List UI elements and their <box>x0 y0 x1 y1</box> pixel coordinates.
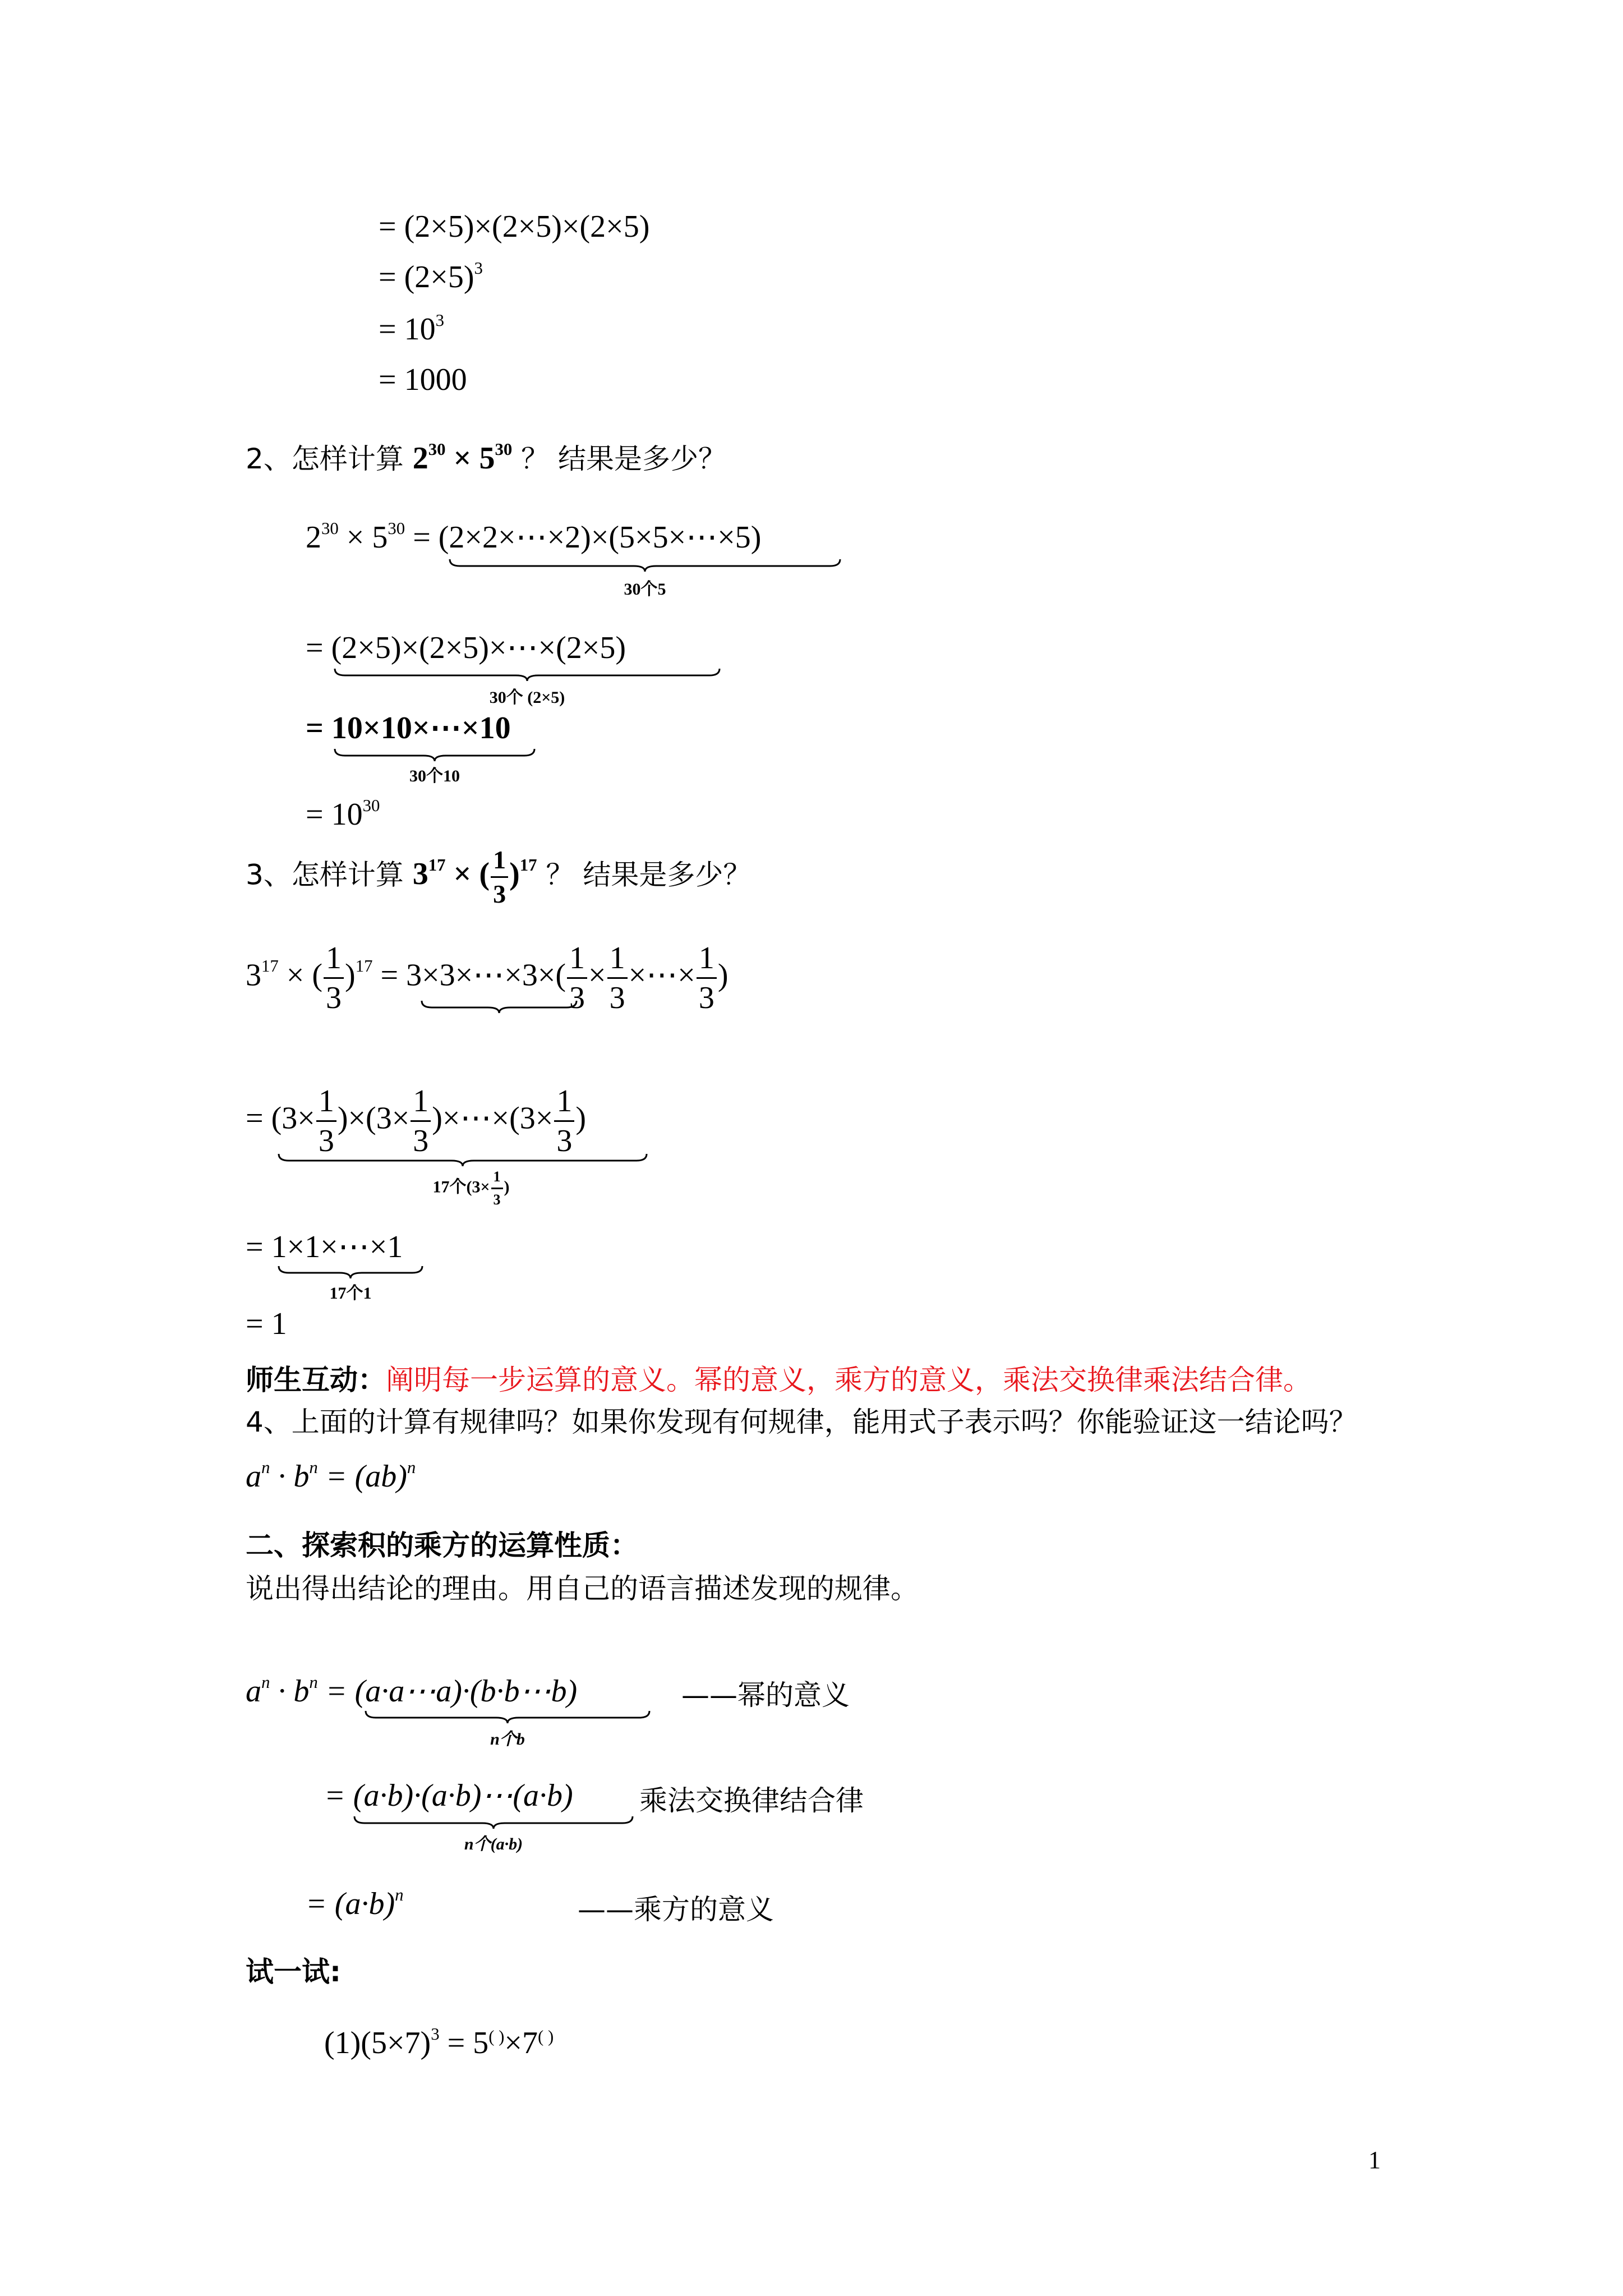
underbrace <box>365 1710 651 1724</box>
try-item1: $(1)(5\times 7)^3 = 5^{( )}\times 7^{( )}$ <box>324 2024 554 2060</box>
section2-intro: 说出得出结论的理由。用自己的语言描述发现的规律。 <box>246 1572 919 1605</box>
underbrace <box>334 748 536 762</box>
try-heading: 试一试: <box>246 1955 341 1988</box>
page-number: 1 <box>1368 2146 1381 2174</box>
section2-heading: 二、探索积的乘方的运算性质： <box>246 1529 638 1562</box>
section2-note1: ——幂的意义 <box>681 1679 850 1711</box>
underbrace <box>278 1265 423 1280</box>
section2-note3: ——乘方的意义 <box>578 1893 774 1926</box>
brace-label: 30个 (2×5) <box>489 688 565 707</box>
brace-label: 30个5 <box>624 580 666 599</box>
brace-label: 17个(3× $\frac{1}{3}$ ) <box>432 1168 510 1208</box>
eq1-line4: = 1000 <box>379 362 467 397</box>
q3-solution-line4: = 1 <box>246 1306 287 1341</box>
q4-formula: $a^n \cdot b^n = (ab)^n$ <box>246 1457 416 1494</box>
q3-solution-line3: = 1×1×⋯×1 <box>246 1230 403 1264</box>
q2-question: 2、怎样计算 $2^{30} \times 5^{30}$ ？ 结果是多少？ <box>246 439 727 476</box>
q2-solution-line4: = $10^{30}$ <box>306 795 380 832</box>
brace-label: 17个1 <box>329 1284 372 1303</box>
brace-label: n个(a·b) <box>464 1835 523 1853</box>
underbrace <box>353 1815 634 1830</box>
section2-line3: = $(a\cdot b)^n$ <box>306 1885 404 1921</box>
q2-solution-line2: = (2×5)×(2×5)×⋯×(2×5) <box>306 631 626 665</box>
section2-note2: 乘法交换律结合律 <box>639 1784 864 1817</box>
q2-solution-line1: $2^{30} \times 5^{30}$ = (2×2×⋯×2)×(5×5×⋯×5) <box>306 518 762 555</box>
q3-solution-line2: = (3× $\frac{1}{3}$ )×(3× $\frac{1}{3}$ )×⋯×(3× $\frac{1}{3}$ ) <box>246 1084 586 1158</box>
section2-line1: $a^n \cdot b^n$ = (a·a⋯a)·(b·b⋯b) <box>246 1672 578 1709</box>
underbrace <box>278 1153 648 1167</box>
q3-solution-line1: $3^{17}$ × ( $\frac{1}{3}$ )$^{17}$ = 3×3×⋯×3×( $\frac{1}{3}$ × $\frac{1}{3}$ ×⋯× $\frac{1}{3}$ ) <box>246 941 728 1015</box>
underbrace <box>334 668 721 682</box>
section2-line2: = (a·b)·(a·b)⋯(a·b) <box>324 1778 573 1813</box>
underbrace <box>449 558 841 573</box>
brace-label: n个b <box>490 1730 525 1749</box>
q2-solution-line3: = 10×10×⋯×10 <box>306 711 511 746</box>
interaction-line: 师生互动：阐明每一步运算的意义。幂的意义，乘方的意义，乘法交换律乘法结合律。 <box>246 1364 1311 1396</box>
brace-label: 30个10 <box>409 767 460 785</box>
eq1-line1: = (2×5)×(2×5)×(2×5) <box>379 209 650 244</box>
eq1-line2: = $(2\times 5)^3$ <box>379 258 483 295</box>
q4-question: 4、上面的计算有规律吗？如果你发现有何规律，能用式子表示吗？你能验证这一结论吗？ <box>246 1406 1357 1438</box>
q3-question: 3、怎样计算 $3^{17}$ × ( $\frac{1}{3}$ )$^{17}$ ？ 结果是多少？ <box>246 845 751 908</box>
eq1-line3: = $10^3$ <box>379 310 444 347</box>
underbrace <box>421 1000 578 1014</box>
